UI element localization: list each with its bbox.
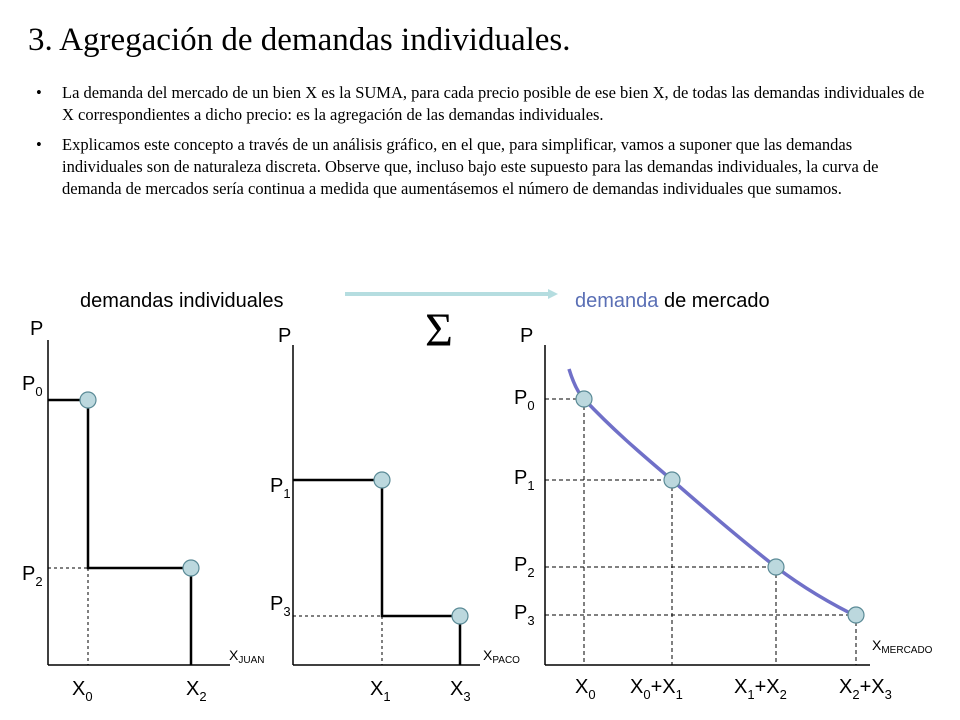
- market-label-x0x1-a: X: [630, 676, 644, 698]
- market-label-p1-main: P: [514, 467, 528, 489]
- market-label-p0-sub: 0: [527, 398, 535, 413]
- market-label-x0x1: [630, 676, 683, 702]
- juan-label-p0: [22, 373, 43, 399]
- market-label-p2-main: P: [514, 554, 528, 576]
- market-label-p2-sub: 2: [527, 565, 535, 580]
- paco-chart: [270, 325, 520, 704]
- juan-label-x2-sub: 2: [199, 689, 207, 704]
- market-label-x0x1-b-sub: 1: [675, 687, 683, 702]
- header-market-accent: demanda: [575, 290, 659, 312]
- market-point-p1: [664, 472, 680, 488]
- market-chart: [514, 325, 933, 702]
- market-label-x0-main: X: [575, 676, 589, 698]
- market-label-x2x3-plus: +: [859, 676, 872, 698]
- juan-label-x2: [186, 678, 207, 704]
- bullet-dot: •: [36, 135, 42, 154]
- paco-point-p3: [452, 608, 468, 624]
- juan-x-axis-sub: JUAN: [238, 655, 265, 666]
- paco-label-x3-main: X: [450, 678, 464, 700]
- paco-point-p1: [374, 472, 390, 488]
- market-label-x1x2-a-sub: 1: [747, 687, 755, 702]
- juan-p-label: P: [30, 318, 44, 340]
- paco-label-p3-sub: 3: [283, 604, 291, 619]
- market-label-x0x1-b: X: [662, 676, 676, 698]
- juan-x-axis-label: [229, 647, 264, 666]
- market-label-x2x3: [839, 676, 892, 702]
- header-individual: demandas individuales: [80, 290, 284, 312]
- juan-demand-step: [48, 400, 191, 665]
- market-point-p0: [576, 391, 592, 407]
- bullet-text: La demanda del mercado de un bien X es la SUMA, para cada precio posible de ese bien X, de todas las demandas individuales de X correspondientes a dicho precio: es la agregación de las demandas individuales.: [62, 83, 925, 124]
- market-label-p1-sub: 1: [527, 478, 535, 493]
- juan-x-axis-main: X: [229, 647, 239, 663]
- paco-x-axis-label: [483, 647, 520, 666]
- juan-label-p2: [22, 563, 43, 589]
- paco-label-p3-main: P: [270, 593, 284, 615]
- market-label-x0x1-a-sub: 0: [643, 687, 651, 702]
- juan-label-x0-main: X: [72, 678, 86, 700]
- market-label-p0-main: P: [514, 387, 528, 409]
- market-point-p3: [848, 607, 864, 623]
- market-label-p3-sub: 3: [527, 613, 535, 628]
- paco-x-axis-main: X: [483, 647, 493, 663]
- market-label-p2: [514, 554, 535, 580]
- paco-label-x1: [370, 678, 391, 704]
- market-label-x2x3-b-sub: 3: [884, 687, 892, 702]
- market-label-x2x3-a: X: [839, 676, 853, 698]
- juan-label-p0-main: P: [22, 373, 36, 395]
- juan-point-p2: [183, 560, 199, 576]
- sigma-symbol: Σ: [425, 304, 453, 357]
- market-x-axis-sub: MERCADO: [881, 645, 933, 656]
- header-market: [575, 290, 770, 312]
- market-x-axis-main: X: [872, 637, 882, 653]
- market-label-x1x2: [734, 676, 787, 702]
- juan-label-p2-main: P: [22, 563, 36, 585]
- market-x-axis-label: [872, 637, 933, 656]
- paco-label-p3: [270, 593, 291, 619]
- paco-x-axis-sub: PACO: [492, 655, 520, 666]
- juan-point-p0: [80, 392, 96, 408]
- market-label-x1x2-a: X: [734, 676, 748, 698]
- market-label-x1x2-b-sub: 2: [779, 687, 787, 702]
- slide-title: 3. Agregación de demandas individuales.: [28, 22, 571, 58]
- juan-chart: [22, 318, 264, 704]
- bullet-dot: •: [36, 83, 42, 102]
- market-label-p3-main: P: [514, 602, 528, 624]
- paco-label-x1-sub: 1: [383, 689, 391, 704]
- market-label-x0-sub: 0: [588, 687, 596, 702]
- market-label-p0: [514, 387, 535, 413]
- header-market-rest: de mercado: [658, 290, 770, 312]
- market-label-x2x3-a-sub: 2: [852, 687, 860, 702]
- paco-label-x3: [450, 678, 471, 704]
- market-label-p1: [514, 467, 535, 493]
- juan-label-p2-sub: 2: [35, 574, 43, 589]
- paco-label-p1-sub: 1: [283, 486, 291, 501]
- market-demand-curve: [569, 369, 862, 619]
- paco-label-p1: [270, 475, 291, 501]
- bullet-text: Explicamos este concepto a través de un análisis gráfico, en el que, para simplificar, vamos a suponer que las demandas individuales son de naturaleza discreta. Observe que, incluso bajo este supuesto para las demandas individuales, la curva de demanda de mercados sería continua a medida que aumentásemos el número de demandas individuales que sumamos.: [62, 135, 879, 198]
- market-label-p3: [514, 602, 535, 628]
- juan-label-x0: [72, 678, 93, 704]
- paco-p-label: P: [278, 325, 292, 347]
- market-label-x1x2-b: X: [766, 676, 780, 698]
- paco-label-x1-main: X: [370, 678, 384, 700]
- paco-demand-step: [293, 480, 460, 665]
- juan-label-x0-sub: 0: [85, 689, 93, 704]
- market-label-x1x2-plus: +: [754, 676, 767, 698]
- paco-label-x3-sub: 3: [463, 689, 471, 704]
- market-label-x2x3-b: X: [871, 676, 885, 698]
- paco-label-p1-main: P: [270, 475, 284, 497]
- market-p-label: P: [520, 325, 534, 347]
- juan-label-p0-sub: 0: [35, 384, 43, 399]
- market-label-x0: [575, 676, 596, 702]
- market-point-p2: [768, 559, 784, 575]
- market-label-x0x1-plus: +: [650, 676, 663, 698]
- juan-label-x2-main: X: [186, 678, 200, 700]
